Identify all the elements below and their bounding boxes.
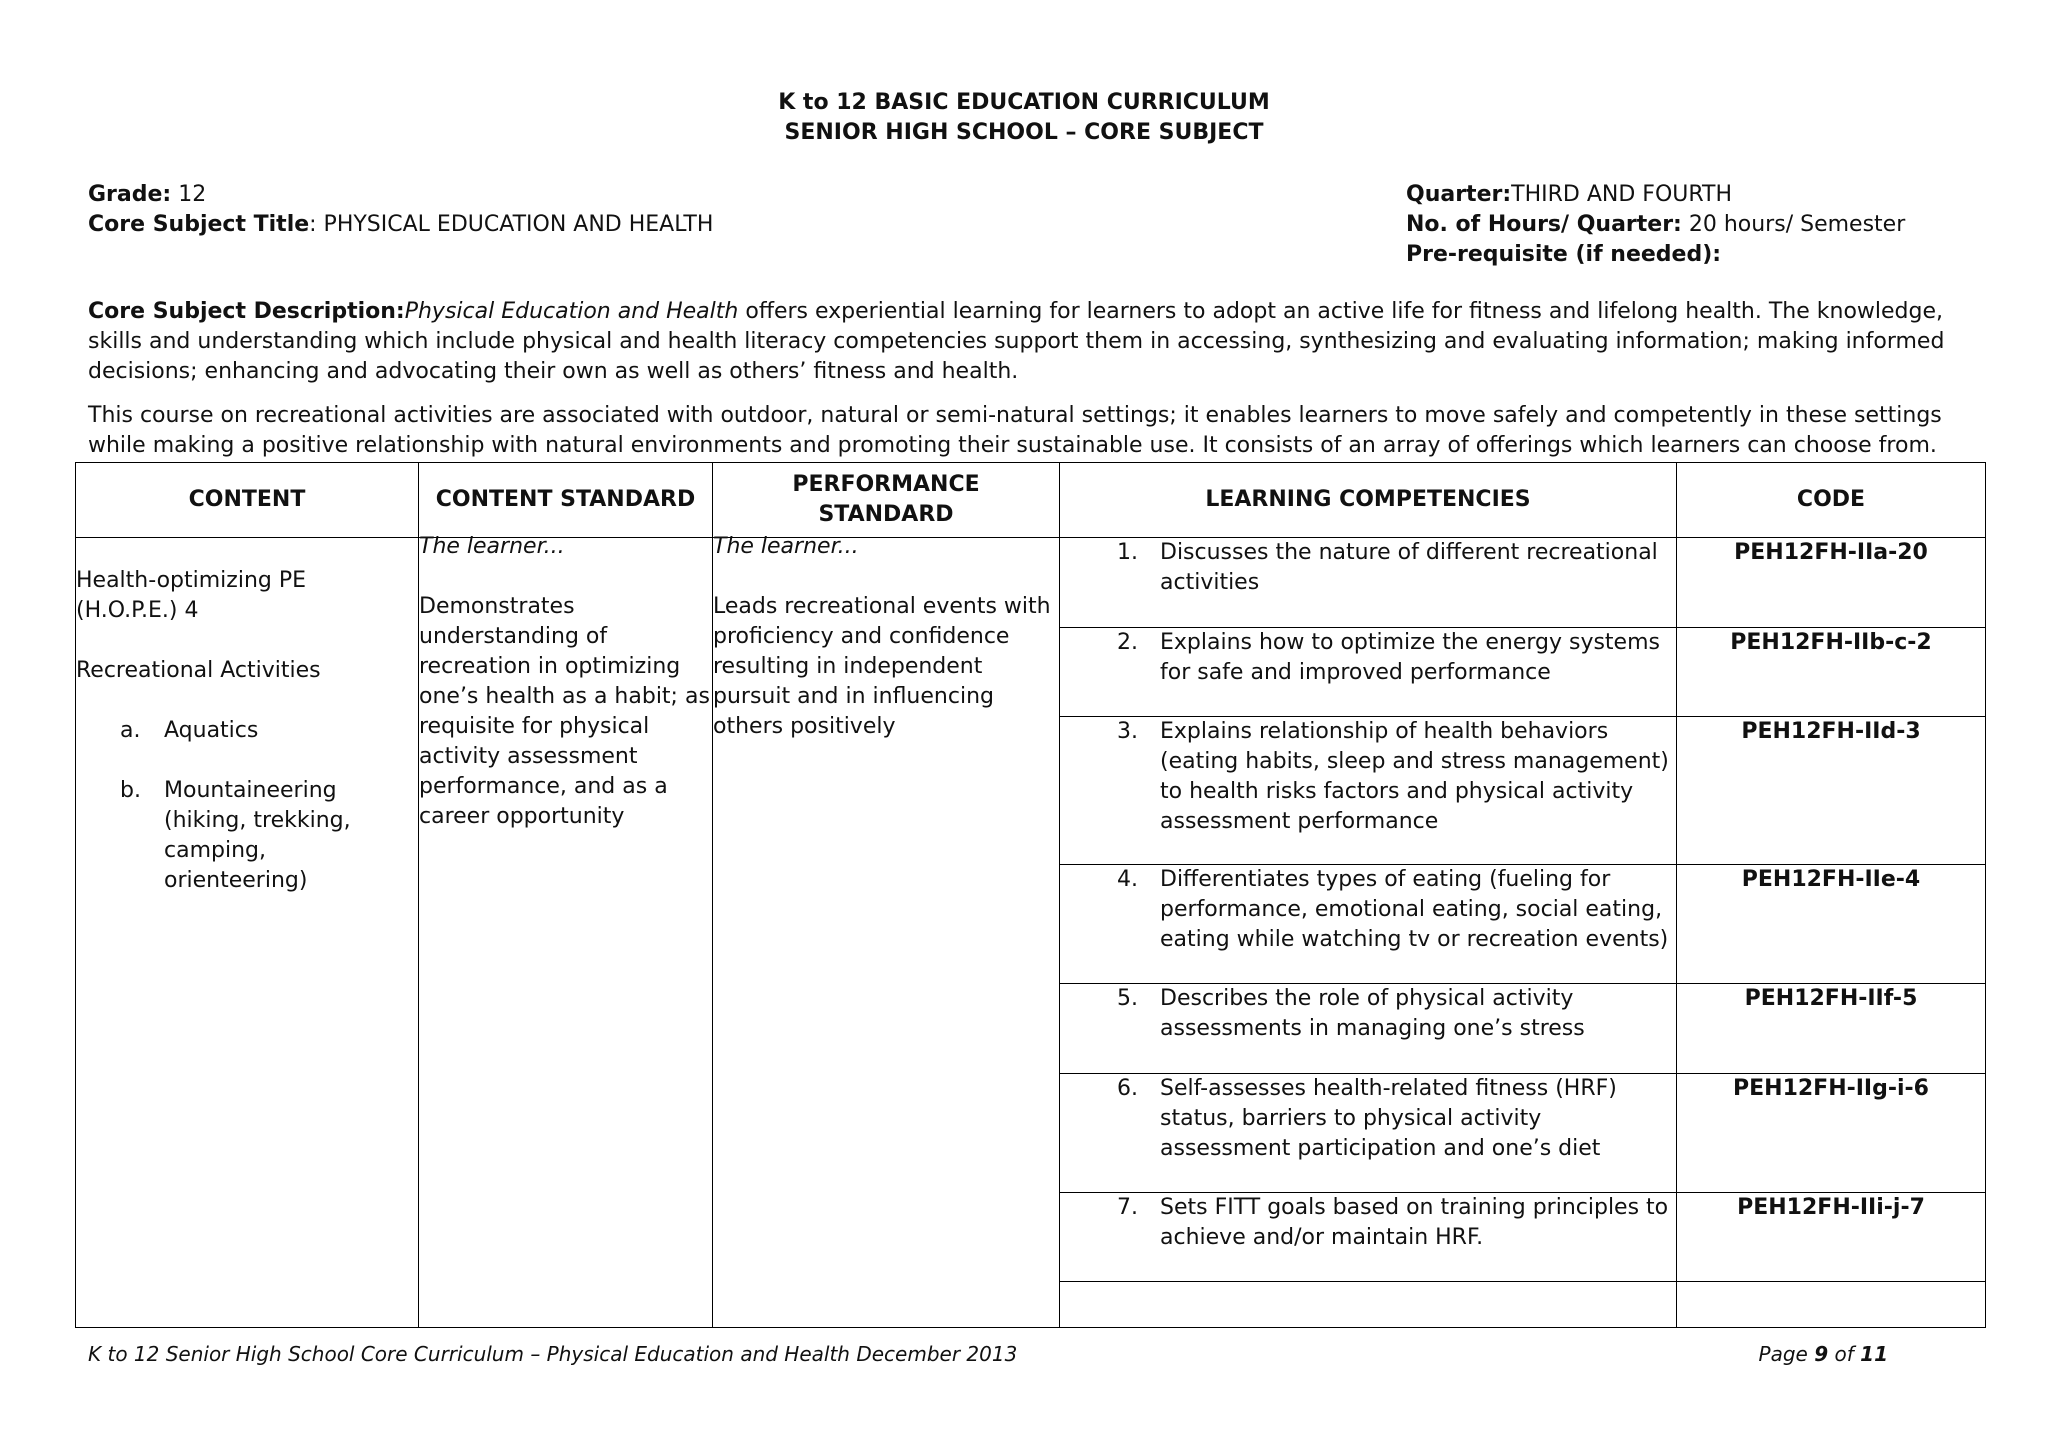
competency-cell xyxy=(1060,1193,1677,1282)
performance-standard-text: Leads recreational events with proficiency and confidence resulting in independent pursuit and in influencing others positively xyxy=(713,594,1051,739)
competency-item xyxy=(1060,538,1676,598)
header-content: CONTENT xyxy=(76,463,419,538)
competency-text: Differentiates types of eating (fueling for performance, emotional eating, social eating, eating while watching tv or recreation events) xyxy=(1160,867,1669,952)
competency-item xyxy=(1060,1074,1676,1164)
header-code: CODE xyxy=(1677,463,1986,538)
header-performance-line-2: STANDARD xyxy=(818,502,954,527)
prerequisite-line xyxy=(1406,240,1905,270)
list-marker: b. xyxy=(120,778,141,803)
performance-standard-spacer xyxy=(713,562,1059,592)
page-current: 9 xyxy=(1814,1342,1829,1366)
competency-cell xyxy=(1060,984,1677,1074)
empty-code-cell xyxy=(1677,1282,1986,1328)
empty-competency-cell xyxy=(1060,1282,1677,1328)
subject-title-value: : PHYSICAL EDUCATION AND HEALTH xyxy=(309,212,714,237)
list-marker: a. xyxy=(120,718,141,743)
page-number xyxy=(1759,1342,1888,1366)
code-cell: PEH12FH-IIb-c-2 xyxy=(1677,628,1986,717)
competency-cell xyxy=(1060,865,1677,984)
content-spacer xyxy=(76,626,418,656)
list-item-aquatics xyxy=(120,716,418,746)
competency-text: Explains how to optimize the energy systems for safe and improved performance xyxy=(1160,630,1660,685)
header-learning-competencies: LEARNING COMPETENCIES xyxy=(1060,463,1677,538)
curriculum-table xyxy=(75,462,1986,1328)
quarter-line xyxy=(1406,180,1905,210)
competency-item xyxy=(1060,1193,1676,1253)
curriculum-title: K to 12 BASIC EDUCATION CURRICULUM xyxy=(778,90,1270,115)
content-spacer xyxy=(76,686,418,716)
competency-number: 5. xyxy=(1117,986,1138,1011)
competency-text: Self-assesses health-related fitness (HRF) status, barriers to physical activity assessment participation and one’s diet xyxy=(1160,1076,1617,1161)
page-of-word: of xyxy=(1828,1342,1861,1366)
quarter-value: THIRD AND FOURTH xyxy=(1511,182,1733,207)
page-word: Page xyxy=(1758,1342,1815,1366)
content-standard-text: Demonstrates understanding of recreation in optimizing one’s health as a habit; as requisite for physical activity assessment performance, and as a career opportunity xyxy=(419,594,710,829)
competency-text: Describes the role of physical activity assessments in managing one’s stress xyxy=(1160,986,1585,1041)
subject-description xyxy=(88,297,1968,475)
prerequisite-label: Pre-requisite (if needed): xyxy=(1406,242,1722,267)
description-paragraph-2: This course on recreational activities are associated with outdoor, natural or semi-natural settings; it enables learners to move safely and competently in these settings while making a positive relationship with natural environments and promoting their sustainable use. It consists of an array of offerings which learners can choose from. xyxy=(88,403,1942,458)
content-activity-list xyxy=(76,716,418,896)
list-item-mountaineering xyxy=(120,776,418,896)
competency-text: Discusses the nature of different recreational activities xyxy=(1160,540,1658,595)
code-cell: PEH12FH-IIg-i-6 xyxy=(1677,1074,1986,1193)
page-footer xyxy=(88,1342,1888,1366)
mountaineering-detail-1: (hiking, trekking, xyxy=(164,808,351,833)
aquatics-label: Aquatics xyxy=(164,718,259,743)
mountaineering-label: Mountaineering xyxy=(164,778,337,803)
meta-left xyxy=(88,180,713,240)
code-cell: PEH12FH-IIf-5 xyxy=(1677,984,1986,1074)
competency-number: 2. xyxy=(1117,630,1138,655)
table-header-row xyxy=(76,463,1986,538)
mountaineering-detail-3: orienteering) xyxy=(164,868,308,893)
competency-text: Explains relationship of health behaviors (eating habits, sleep and stress management) to health risks factors and physical activity assessment performance xyxy=(1160,719,1669,834)
competency-item xyxy=(1060,984,1676,1044)
description-paragraph-1 xyxy=(88,297,1968,387)
subject-title-line xyxy=(88,210,713,240)
meta-right xyxy=(1406,180,1905,270)
table-row xyxy=(76,538,1986,628)
quarter-label: Quarter: xyxy=(1406,182,1512,207)
grade-label: Grade: xyxy=(88,182,172,207)
competency-cell xyxy=(1060,717,1677,865)
content-line-recreational: Recreational Activities xyxy=(76,658,321,683)
mountaineering-detail-2: camping, xyxy=(164,838,266,863)
header-performance-standard xyxy=(713,463,1060,538)
competency-number: 3. xyxy=(1117,719,1138,744)
content-cell xyxy=(76,538,419,1328)
header-performance-line-1: PERFORMANCE xyxy=(792,472,980,497)
competency-number: 1. xyxy=(1117,540,1138,565)
performance-standard-intro: The learner... xyxy=(713,534,859,559)
page-header xyxy=(0,88,2048,148)
curriculum-subtitle: SENIOR HIGH SCHOOL – CORE SUBJECT xyxy=(784,120,1264,145)
content-standard-intro: The learner... xyxy=(419,534,565,559)
competency-item xyxy=(1060,865,1676,955)
content-line-hope: Health-optimizing PE xyxy=(76,568,307,593)
grade-value: 12 xyxy=(171,182,207,207)
hours-label: No. of Hours/ Quarter: xyxy=(1406,212,1682,237)
code-cell: PEH12FH-IId-3 xyxy=(1677,717,1986,865)
grade-line xyxy=(88,180,713,210)
performance-standard-cell xyxy=(713,534,1060,1328)
code-cell: PEH12FH-IIa-20 xyxy=(1677,538,1986,628)
content-block xyxy=(76,566,418,896)
footer-document-title: K to 12 Senior High School Core Curriculum – Physical Education and Health December 2013 xyxy=(88,1342,1018,1366)
list-spacer xyxy=(120,746,418,776)
code-cell: PEH12FH-IIe-4 xyxy=(1677,865,1986,984)
competency-cell xyxy=(1060,1074,1677,1193)
description-text: offers experiential learning for learners to adopt an active life for fitness and lifelong health. The knowledge, skills and understanding which include physical and health literacy competencies support them in accessing, synthesizing and evaluating information; making informed decisions; enhancing and advocating their own as well as others’ fitness and health. xyxy=(88,299,1945,384)
description-label: Core Subject Description: xyxy=(88,299,405,324)
competency-cell xyxy=(1060,628,1677,717)
header-content-standard: CONTENT STANDARD xyxy=(419,463,713,538)
hours-value: 20 hours/ Semester xyxy=(1681,212,1906,237)
competency-cell xyxy=(1060,538,1677,628)
competency-item xyxy=(1060,628,1676,688)
hours-line xyxy=(1406,210,1905,240)
subject-title-label: Core Subject Title xyxy=(88,212,310,237)
content-standard-spacer xyxy=(419,562,712,592)
competency-text: Sets FITT goals based on training principles to achieve and/or maintain HRF. xyxy=(1160,1195,1669,1250)
competency-number: 4. xyxy=(1117,867,1138,892)
content-standard-cell xyxy=(419,534,713,1328)
page-total: 11 xyxy=(1860,1342,1888,1366)
code-cell: PEH12FH-IIi-j-7 xyxy=(1677,1193,1986,1282)
description-subject-name: Physical Education and Health xyxy=(404,299,739,324)
competency-item xyxy=(1060,717,1676,837)
content-line-hope-number: (H.O.P.E.) 4 xyxy=(76,598,199,623)
competency-number: 7. xyxy=(1117,1195,1138,1220)
competency-number: 6. xyxy=(1117,1076,1138,1101)
